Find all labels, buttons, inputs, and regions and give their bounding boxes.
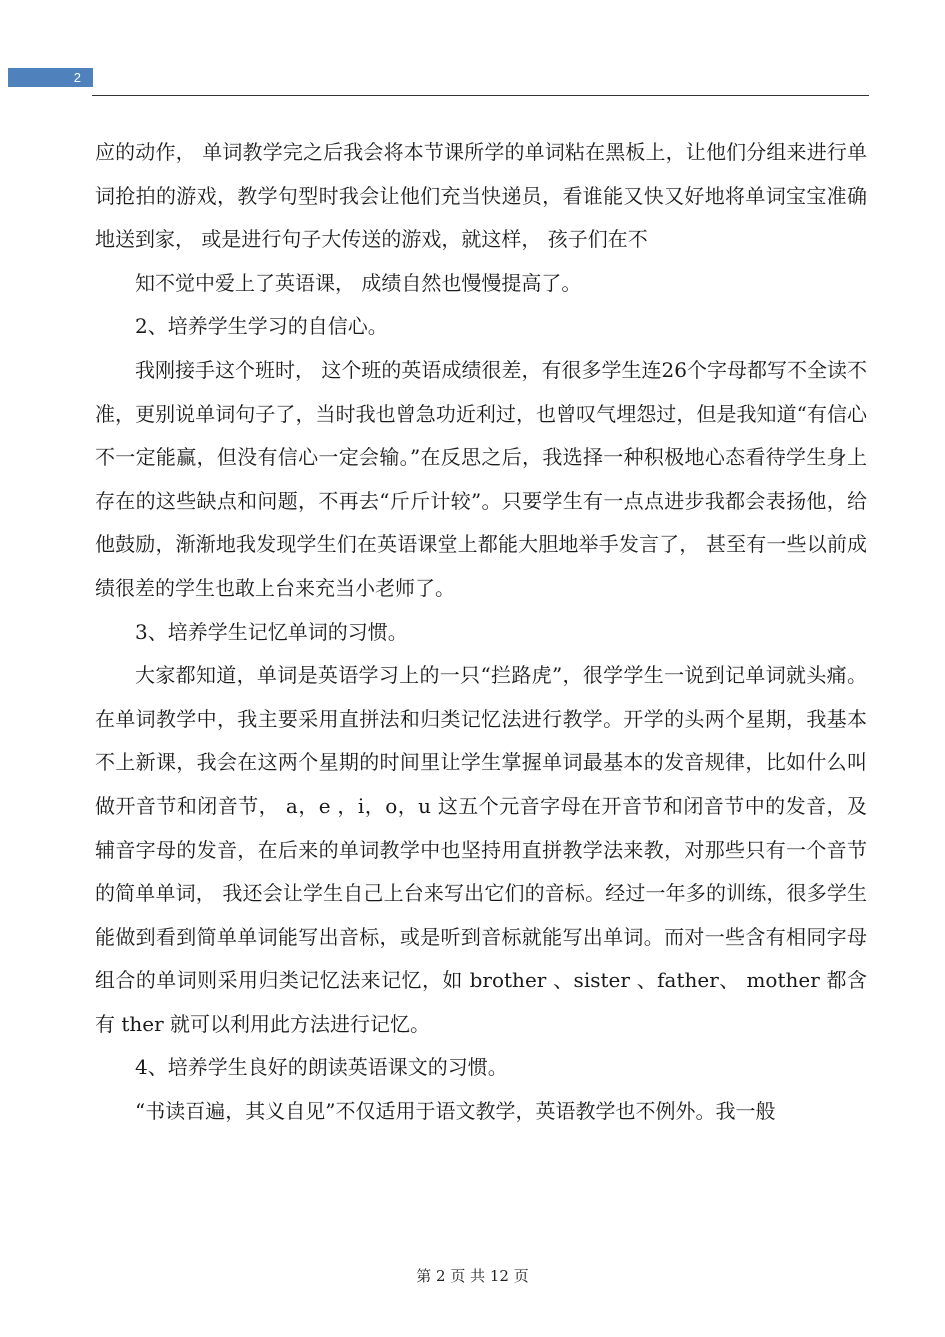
document-body xyxy=(95,131,867,1134)
section-heading: 3、培养学生记忆单词的习惯。 xyxy=(135,619,408,644)
paragraph: “书读百遍，其义自见”不仅适用于语文教学，英语教学也不例外。我一般 xyxy=(135,1099,776,1124)
paragraph: 大家都知道，单词是英语学习上的一只“拦路虎”，很学学生一说到记单词就头痛。在单词教学中，我主要采用直拼法和归类记忆法进行教学。开学的头两个星期，我基本不上新课，我会在这两个星期的时间里让学生掌握单词最基本的发音规律，比如什么叫做开音节和闭音节， a，e ，i，o，u 这五个元音字母在开音节和闭音节中的发音，及辅音字母的发音，在后来的单词教学中也坚持用直拼教学法来教，对那些只有一个音节的简单单词， 我还会让学生自己上台来写出它们的音标。经过一年多的训练，很多学生能做到看到简单单词能写出音标，或是听到音标就能写出单词。而对一些含有相同字母组合的单词则采用归类记忆法来记忆，如 brother 、sister 、father、 mother 都含有 ther 就可以利用此方法进行记忆。 xyxy=(95,663,867,1036)
paragraph: 我刚接手这个班时， 这个班的英语成绩很差，有很多学生连26个字母都写不全读不准，更别说单词句子了，当时我也曾急功近利过，也曾叹气埋怨过，但是我知道“有信心不一定能赢，但没有信心一定会输。”在反思之后，我选择一种积极地心态看待学生身上存在的这些缺点和问题，不再去“斤斤计较”。只要学生有一点点进步我都会表扬他，给他鼓励，渐渐地我发现学生们在英语课堂上都能大胆地举手发言了， 甚至有一些以前成绩很差的学生也敢上台来充当小老师了。 xyxy=(95,357,867,600)
page-number-tab: 2 xyxy=(8,68,93,87)
header-divider xyxy=(92,95,869,96)
paragraph: 知不觉中爱上了英语课， 成绩自然也慢慢提高了。 xyxy=(135,270,582,295)
section-heading: 4、培养学生良好的朗读英语课文的习惯。 xyxy=(135,1055,508,1080)
section-heading: 2、培养学生学习的自信心。 xyxy=(135,314,388,339)
page-footer: 第 2 页 共 12 页 xyxy=(416,1267,529,1285)
paragraph: 应的动作， 单词教学完之后我会将本节课所学的单词粘在黑板上，让他们分组来进行单词抢拍的游戏，教学句型时我会让他们充当快递员，看谁能又快又好地将单词宝宝准确地送到家， 或是进行句子大传送的游戏，就这样， 孩子们在不 xyxy=(95,140,867,252)
